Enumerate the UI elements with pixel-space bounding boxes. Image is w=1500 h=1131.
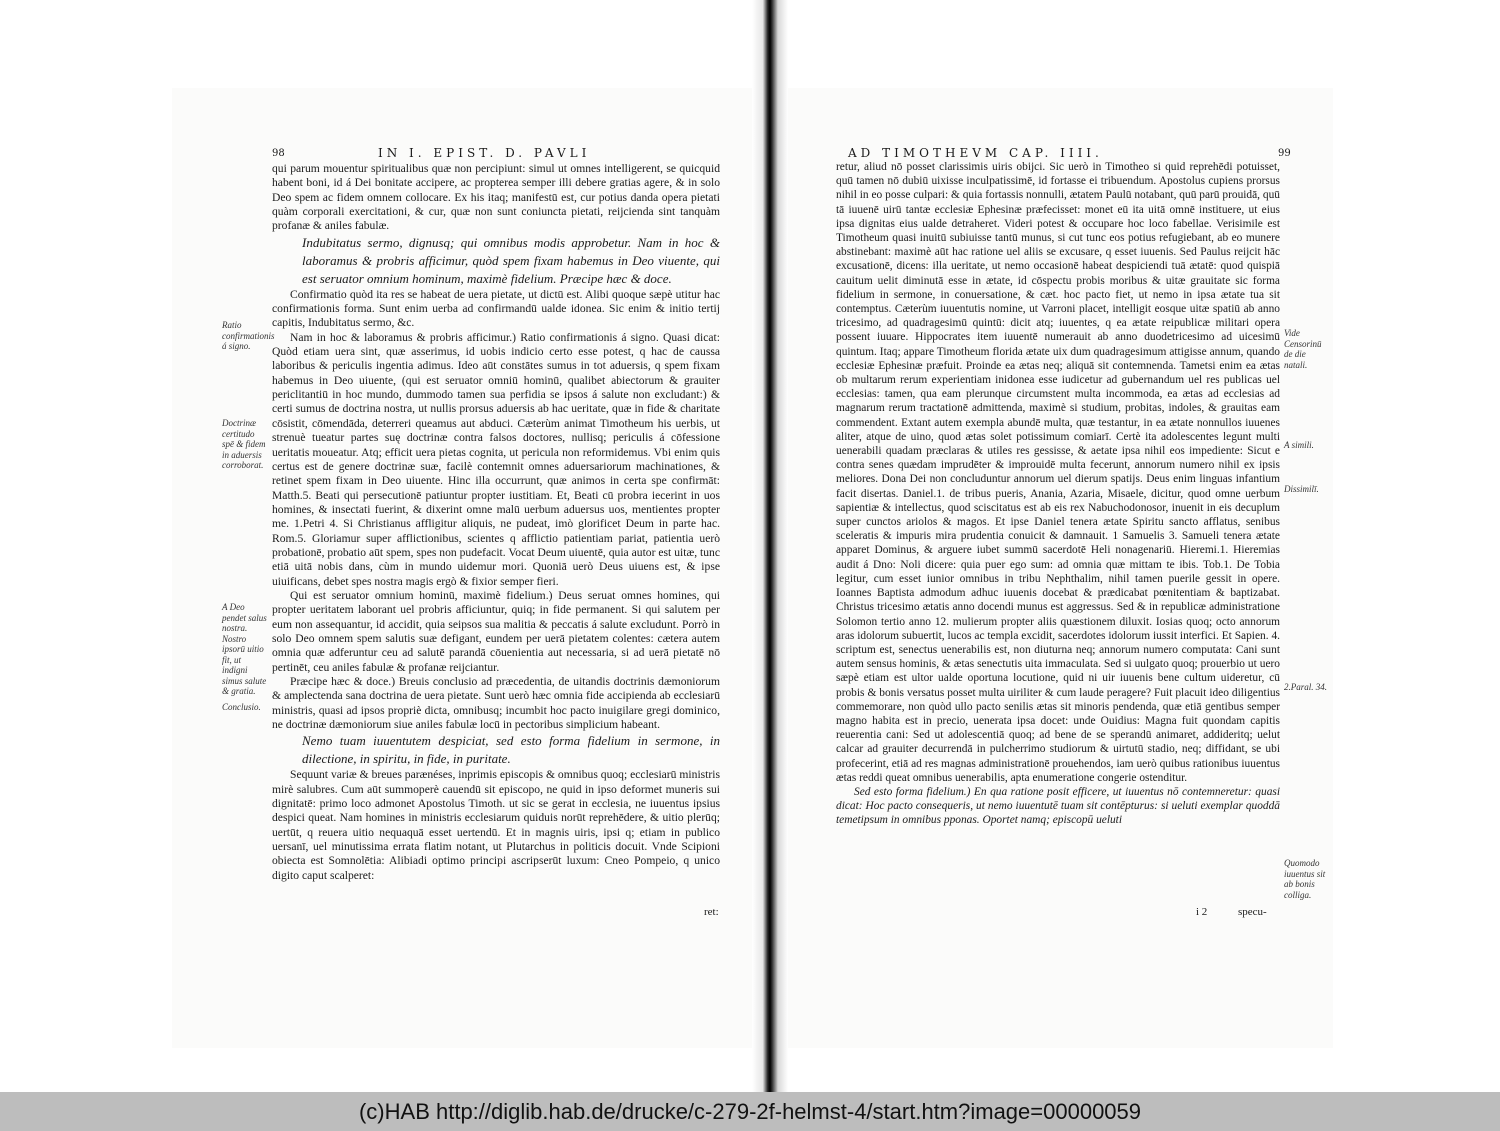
- left-paragraph: Nam in hoc & laboramus & probris afficimur.) Ratio confirmationis á signo. Quasi dicat: Quòd etiam uera sint, quæ asserimus, id uobis indicio certo esse potest, q hac de caussa laboribus & periculis ingentia adimus. Ideo aūt constātes sumus in tot aduersis, q spem fixam habemus in Deo uiuente, (qui est seruator omniū hominū, qualibet abiectorum & grauiter periclitantiū in hoc mundo, dummodo tamen sua perfidia se ipsos á salute non excludant:) & certi sumus de doctrina nostra, ut nullis prorsus aduersis ab hac ueritate, quæ in fide & charitate cōsistit, cōmendāda, deterreri queamus aut abduci. Cæterùm animat Timotheum his uerbis, ut strenuè tueatur partes suę doctrinæ contra falsos doctores, nullisq; periculis á cōfessione ueritatis moueatur. Atq; efficit uera pietas cognita, ut pericula non reformidemus. Vbi enim quis certus est de genere doctrinæ suæ, facilè contemnit omnes aduersariorum machinationes, & retinet spem fixam in Deo uiuente. Hinc illa occurrunt, quæ animos in certa spe confirmāt: Matth.5. Beati qui persecutionē patiuntur propter iustitiam. Et, Beati cū probra iecerint in uos homines, & insectati fuerint, & dixerint omne malū uerbum aduersus uos, mentientes propter me. 1.Petri 4. Si Christianus affligitur aliquis, ne pudeat, imò glorificet Deum in parte hac. Rom.5. Gloriamur super afflictionibus, scientes q afflictio patientiam pariat, patientia uerò probationē, probatio aūt spem, spes non pudefacit. Vocat Deum uiuentē, quia autor est uitæ, tunc etiā uitā nobis dans, cùm in mundo uidemur mori. Quoniā uerò Deus uiuens est, & ipse uiuificans, debet spes nostra magis ergò & fixior semper fieri.: [272, 330, 720, 588]
- left-margin-note: Conclusio.: [222, 702, 261, 712]
- right-margin-note: Quomodo iuuentus sit ab bonis colliga.: [1284, 858, 1326, 900]
- left-paragraph: Confirmatio quòd ita res se habeat de uera pietate, ut dictū est. Alibi quoque sæpè utitur hac confirmationis forma. Sunt enim uerba ad confirmandū ualde idonea. Sic enim & initio tertij capitis, Indubitatus sermo, &c.: [272, 287, 720, 330]
- right-margin-note: Dissimilī.: [1284, 484, 1319, 494]
- left-running-header: IN I. EPIST. D. PAVLI: [378, 146, 591, 160]
- left-paragraph: Qui est seruator omnium hominū, maximè fidelium.) Deus seruat omnes homines, qui propter ueritatem laborant uel probris afficiuntur, quiq; in fide permanent. Si qui salutem per eum non assequantur, id accidit, quia seipsos sua malitia & peccatis á salute excludunt. Porrò in solo Deo omnem spem salutis suæ defigant, eundem per uerā pietatem colentes: cætera autem omnia quæ adferuntur ceu ad salutē parandā cōuenientia aut necessaria, si ad uerā pietatē nō pertinēt, ceu aniles fabulæ & profanæ reijciantur.: [272, 588, 720, 674]
- left-verse: Nemo tuam iuuentutem despiciat, sed esto forma fidelium in sermone, in dilectione, in spiritu, in fide, in puritate.: [302, 733, 720, 767]
- right-body: [836, 160, 1280, 828]
- left-margin-note: Ratio confirmationis á signo.: [222, 320, 275, 351]
- right-margin-note: A simili.: [1284, 440, 1314, 450]
- right-margin-note: Vide Censorinū de die natali.: [1284, 328, 1322, 370]
- left-folio: 98: [272, 148, 285, 159]
- copyright-footer: (c)HAB http://diglib.hab.de/drucke/c-279-2f-helmst-4/start.htm?image=00000059: [0, 1092, 1500, 1131]
- left-paragraph: Præcipe hæc & doce.) Breuis conclusio ad præcedentia, de uitandis doctrinis dæmoniorum & amplectenda sana doctrina de uera pietate. Sunt uerò hæc omnia fide accipienda ab ecclesiarū ministris, quasi ad ipsos propriè dicta, omnibusq; incumbit hoc pacto inuigilare gregi dominico, ne doctrinæ dæmoniorum siue aniles fabulæ locū in pectoribus simplicium habeant.: [272, 675, 720, 732]
- right-paragraph: retur, aliud nō posset clarissimis uiris obijci. Sic uerò in Timotheo si quid reprehēdi potuisset, quū tamen nō dubiū uixisse inculpatissimē, id fortasse ei tribuendum. Apostolus cupiens prorsus nihil in eo posse culpari: & quia fortassis nonnulli, ætatem Paulū notabant, quū parū prouidā, quū tā iuuenē uirū tantæ ecclesiæ Ephesinæ præfecisset: monet eū ita uitā omnē instituere, ut eius ipsa dignitas eius ualde detraheret. Videri potest & occupare hoc loco fabellae. Verisimile est Timotheum quasi inuitū subiuisse tantū munus, si cut tunc eos potius refugiebant, ab eo munere abstinebant: maximè aūt hac ratione uel aliis se excusare, q esset iuuenis. Sed Paulus reijcit hāc excusationē, dicens: illa ueritate, ut nemo occasionē habeat despiciendi tuā ætatē: quod quispiā cauitum uelit diminutā esse in ætate, id cōspectu probis moribus & uitæ grauitate sic forma fidelium in sermone, in conuersatione, & cæt. hoc pacto fiet, ut nemo in ipsa ætate tua sit contemptus. Cæterùm iuuentutis nomine, ut Varroni placet, intelligit eosque uitæ spatiū ab anno tricesimo, ad quadragesimū quintū: dicit atq; iuuentes, q ea ætate reipublicæ militari opera possent iuuare. Hippocrates item iuuentē numerauit ab anno duodetricesimo ad uicesimū quintum. Itaq; appare Timotheum florida ætate uix dum quadragesimum attigisse annum, quando ecclesiæ Ephesinæ præfuit. Proinde ea ætas neq; aliquā sit contemnenda. Tametsi enim ea ætas ob multarum rerum experientiam inidonea esse iudicetur ad gubernandum uel res publicas uel ecclesias: tamen, qua eam plerunque circumstent multa incommoda, ea ætas ad ecclesias ad magnarum rerum tractationē admittenda, maximè si studium, probitas, indoles, & grauitas eam commendent. Extant autem exempla abundē multa, quæ testantur, in ea ætate nonnullos iuuenes aliter, atque de uino, quod ætas solet potissimum comiarī. Certè ita adolescentes legunt multi uenerabili quadam præclaras & utiles res gessisse, & aetate ipsa nihil eos impediente: Sicut e contra senes quædam imprudēter & improuidē multa fecerunt, annorum numero nihil ex ipsis meliores. Dona Dei non concluduntur annorum uel dierum spatijs. Deus enim linguas infantium facit disertas. Daniel.1. de tribus pueris, Anania, Azaria, Misaele, dicitur, quod omne uerbum sapientiæ & intellectus, quod sciscitatus est ab eis rex Nabuchodonosor, inuenit in eis decuplum super cunctos ariolos & magos. Et ipse Daniel tenera ætate Spiritu sancto afflatus, senibus sceleratis & impuris mira prudentia conuicit & damnauit. 1 Samuelis 3. Samueli tenera ætate apparet Dominus, & arguere iubet summū sacerdotē Heli nonagenariū. Hieremi.1. Hieremias audit á Dno: Noli dicere: quia puer ego sum: ad omnia quæ mittam te ibis. Tob.1. De Tobia legitur, cum esset iunior omnibus in tribu Nephthalim, nihil tamen puerile gessit in opere. Ioannes Baptista admodum adhuc iuuenis docebat & prædicabat pœnitentiam & baptizabat. Christus tricesimo ætatis anno docendi munus est aggressus. Sed & in republicæ administratione Solomon tertio anno 12. mulierum propter aliis quæstionem diluxit. Iosias quoq; octo annorum aras idolorum subuertit, lucos ac templa excidit, sacerdotes idolorum iussit interfici. Et Sapien. 4. scriptum est, senectus uenerabilis est, non diuturna neq; annorum numero computata: Cani sunt autem sensus hominis, & ætas senectutis uita immaculata. Sed si uulgato quoq; prouerbio ut uero sæpè etiam est ultor ualde oportuna locutione, quid ni uir iuuenis bene cultum uideretur, cū probis & bonis versatus posset multa uiriliter & cum laude peragere? Fuit placuit ideo diligentius commemorare, non quòd ullo pacto senilis ætas sit minoris pendenda, quæ etiā gentibus semper magno habita est in precio, uenerata ipsa docet: unde Ouidius: Magna fuit quondam capitis reuerentia cani: Sed ut adolescentiā quoq; ad bene de se sperandū animaret, addideritq; uelut calcar ad grauiter decurrendā in pulcherrimo studiorum & uirtutū stadio, neq; diffidant, se ubi profecerint, etiā ad res magnas administrationē prouehendos, iam uerò quibus rationibus iuuentus ætas reddi queat omnibus uenerabilis, apta enumeratione congerie ostenditur.: [836, 161, 1280, 784]
- right-running-header: AD TIMOTHEVM CAP. IIII.: [848, 146, 1103, 160]
- left-catchword: ret:: [704, 906, 719, 918]
- left-margin-note: Doctrinæ certitudo spē & fidem in aduersis corroborat.: [222, 418, 266, 470]
- left-paragraph: qui parum mouentur spiritualibus quæ non percipiunt: simul ut omnes intelligerent, se quicquid habent boni, id á Dei bonitate accipere, ac propterea semper illi debere gratias agere, & in solo Deo spem ac fidem omnem collocare. Ex his itaq; manifestū est, cur potius danda opera pietati quàm corporali exercitationi, & cur, quæ non sunt coniuncta pietati, reijcienda sint tanquàm profanæ & aniles fabulæ.: [272, 162, 720, 233]
- right-folio: 99: [1278, 148, 1291, 159]
- left-paragraph: Sequunt variæ & breues parænéses, inprimis episcopis & omnibus quoq; ecclesiarū ministris mirè salubres. Cum aūt summoperè cauendū sit episcopo, ne quid in ipso deformet muneris sui dignitatē: primo loco admonet Apostolus Timoth. ut sic se gerat in ecclesia, ne iuuentus ipsius despici queat. Nam homines in ministris ecclesiarum quiduis norūt reprehēdere, & uitio plerūq; uertūt, q reuera uitio nequaquā esset uertendū. Et in magnis uiris, ipsi q; etiam in publico uersanī, uel minutissima errata flatim notant, ut Plutarchus in politicis docuit. Vnde Scipioni obiecta est Somnolētia: Alibiadi optimo principi ascripserūt luxum: Cneo Pompeio, q unico digito caput scalperet:: [272, 768, 720, 882]
- left-body: [272, 162, 720, 883]
- left-margin-note: A Deo pendet salus nostra. Nostro ipsorū uitio fit, ut indigni simus salute & gratia.: [222, 602, 267, 696]
- right-catchword: specu-: [1238, 906, 1267, 918]
- left-verse: Indubitatus sermo, dignusq; qui omnibus modis approbetur. Nam in hoc & laboramus & probris afficimur, quòd spem fixam habemus in Deo viuente, qui est seruator omnium hominum, maximè fidelium. Præcipe hæc & doce.: [302, 234, 720, 286]
- right-margin-note: 2.Paral. 34.: [1284, 682, 1328, 692]
- right-paragraph: Sed esto forma fidelium.) En qua ratione posit efficere, ut iuuentus nō contemneretur: quasi dicat: Hoc pacto consequeris, ut nemo iuuentutē tuam sit contēpturus: si ueluti exemplar quoddā temetipsum in omnibus pponas. Oportet namq; episcopū ueluti: [836, 785, 1280, 827]
- book-spine: [752, 0, 788, 1092]
- right-signature: i 2: [1196, 906, 1208, 918]
